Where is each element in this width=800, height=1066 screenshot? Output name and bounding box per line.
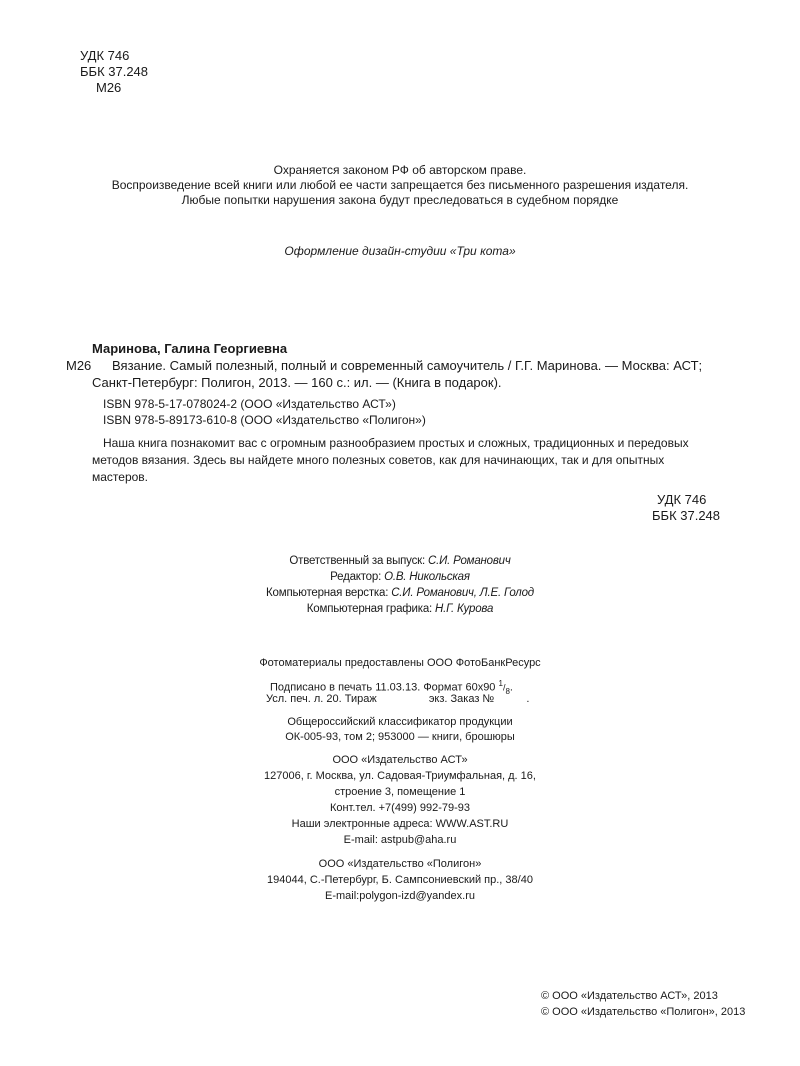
catalog-abstract-line-1: Наша книга познакомит вас с огромным разнообразием простых и сложных, традиционных и передовых (103, 436, 689, 450)
publisher-ast-web: Наши электронные адреса: WWW.AST.RU (291, 818, 509, 830)
credit-person: С.И. Романович, Л.Е. Голод (391, 587, 534, 599)
publisher-ast-address-1: 127006, г. Москва, ул. Садовая-Триумфальная, д. 16, (264, 770, 536, 782)
classifier-line-1: Общероссийский классификатор продукции (287, 716, 513, 728)
print-end-dot: . (526, 693, 530, 705)
copyright-poligon: © ООО «Издательство «Полигон», 2013 (541, 1006, 746, 1018)
copyright-notice-line-1: Охраняется законом РФ об авторском праве. (273, 163, 527, 177)
credit-layout (0, 587, 800, 599)
format-fraction-num: 1 (498, 679, 503, 688)
isbn-ast: ISBN 978-5-17-078024-2 (ООО «Издательство АСТ») (103, 397, 396, 411)
print-signed-line: Подписано в печать 11.03.13. Формат 60х90 $^1/_8$. (270, 679, 513, 696)
publisher-poligon-email: E-mail:polygon-izd@yandex.ru (325, 890, 475, 902)
credit-role: Компьютерная верстка: (266, 587, 389, 599)
design-credit: Оформление дизайн-студии «Три кота» (284, 244, 516, 258)
credit-person: Н.Г. Курова (435, 603, 494, 615)
classifier-line-2: ОК-005-93, том 2; 953000 — книги, брошюры (285, 731, 515, 743)
print-copies: экз. Заказ № (428, 693, 495, 705)
credit-graphics (0, 603, 800, 615)
format-fraction-den: 8 (505, 686, 510, 696)
udk-code-catalog: УДК 746 (657, 492, 707, 507)
publisher-ast-phone: Конт.тел. +7(499) 992-79-93 (329, 802, 471, 814)
bbk-code-catalog: ББК 37.248 (652, 508, 721, 523)
copyright-notice-line-3: Любые попытки нарушения закона будут преследоваться в судебном порядке (181, 193, 619, 207)
copyright-ast: © ООО «Издательство АСТ», 2013 (541, 990, 718, 1002)
credit-role: Компьютерная графика: (306, 603, 433, 615)
catalog-mark: М26 (66, 358, 92, 373)
publisher-ast-email: E-mail: astpub@aha.ru (343, 834, 457, 846)
print-signed: Подписано в печать 11.03.13. Формат 60х90 (270, 681, 496, 694)
copyright-notice-line-2: Воспроизведение всей книги или любой ее части запрещается без письменного разрешения издателя. (111, 178, 689, 192)
catalog-author: Маринова, Галина Георгиевна (92, 341, 288, 356)
publisher-poligon-address: 194044, С.-Петербург, Б. Сампсониевский пр., 38/40 (267, 874, 533, 886)
catalog-abstract-line-2: методов вязания. Здесь вы найдете много полезных советов, как для начинающих, так и для опытных (92, 453, 665, 467)
catalog-abstract-line-3: мастеров. (92, 470, 149, 484)
format-fraction-end: . (509, 681, 513, 694)
publisher-ast-name: ООО «Издательство АСТ» (332, 754, 468, 766)
isbn-poligon: ISBN 978-5-89173-610-8 (ООО «Издательство «Полигон») (103, 413, 426, 427)
udk-code-top: УДК 746 (80, 48, 130, 63)
catalog-title-line-2: Санкт-Петербург: Полигон, 2013. — 160 с.: ил. — (Книга в подарок). (92, 375, 502, 390)
credit-role: Редактор: (330, 571, 382, 583)
credit-editor (0, 571, 800, 583)
print-sheets-line (266, 691, 529, 707)
credit-release (0, 555, 800, 567)
credit-person: С.И. Романович (427, 555, 511, 567)
bbk-code-top: ББК 37.248 (80, 64, 149, 79)
photo-credit: Фотоматериалы предоставлены ООО ФотоБанкРесурс (259, 657, 541, 669)
credit-role: Ответственный за выпуск: (289, 555, 425, 567)
credit-person: О.В. Никольская (384, 571, 470, 583)
author-mark-top: М26 (96, 80, 122, 95)
publisher-ast-address-2: строение 3, помещение 1 (334, 786, 466, 798)
publisher-poligon-name: ООО «Издательство «Полигон» (318, 858, 482, 870)
catalog-title-line-1: Вязание. Самый полезный, полный и современный самоучитель / Г.Г. Маринова. — Москва: АСТ; (112, 358, 703, 373)
print-sheets: Усл. печ. л. 20. Тираж (266, 693, 377, 705)
